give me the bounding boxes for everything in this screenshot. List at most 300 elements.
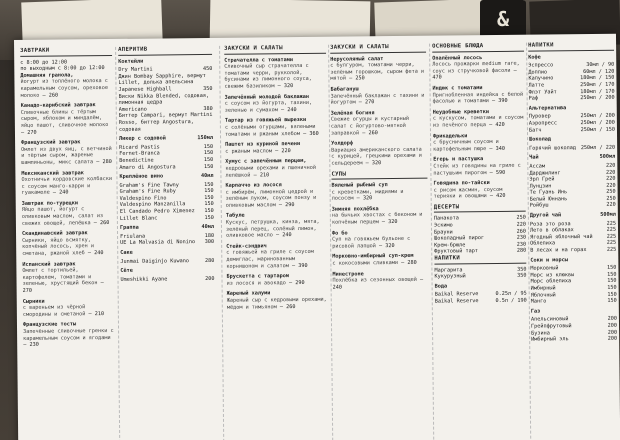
section-heading: ОСНОВНЫЕ БЛЮДА <box>432 43 524 53</box>
menu-item-description: с имбирём, лимонной цедрой и зелёным луком, соусом понзу и оливковым маслом <box>225 188 317 209</box>
menu-item: Страчателла с томатами Сливочный сыр страчателла с томатами черри, рукколой, бусинами из лимонного соуса, свежим базиликом – 320 <box>224 56 326 90</box>
menu-row <box>529 95 615 102</box>
menu-item-price: 320 <box>388 219 398 226</box>
menu-item-name: Морковно-имбирный суп-крем <box>332 253 414 261</box>
subsection-heading <box>528 53 614 60</box>
menu-item: Говядина по-тайски с рисом жасмин, соусом терияки и овощами – 420 <box>433 180 525 201</box>
menu-item-name: Valdespino Manzanilla <box>119 201 186 209</box>
menu-item-price: 225 <box>606 220 616 227</box>
menu-item: Запечённый молодой баклажан с соусом из йогурта, тахини, зеленью и сумахом – 240 <box>225 93 327 114</box>
menu-item-price: 240 <box>332 284 343 291</box>
hours-weekend: по выходным с 8:00 до 12:00 <box>20 65 105 73</box>
menu-item-name: Бабагануш <box>330 86 359 93</box>
menu-item-price: 390 <box>498 97 508 105</box>
subsection-heading <box>120 267 214 275</box>
menu-item-name: Имбирный эль <box>531 336 569 343</box>
menu-item-name: Эскимо <box>433 222 453 229</box>
menu-item-price: 150 <box>204 194 214 201</box>
menu-item-price: 150 <box>204 181 214 188</box>
menu-item-description: с кокосовыми сливками <box>332 260 398 267</box>
section-heading: ЗАВТРАКИ <box>20 47 112 57</box>
subsection-heading <box>530 212 616 219</box>
menu-item-description: Жареный сыр с кедровыми орехами, мёдом и тимьяном <box>226 296 327 311</box>
section-heading: СУПЫ <box>331 170 427 180</box>
menu-item-name: Baikal Reserve <box>434 291 479 299</box>
menu-item-price: 150 <box>204 207 214 215</box>
menu-item-description: Суп на говяжьем бульоне с рисовой лапшой <box>332 236 411 250</box>
menu-item-price: 220 <box>606 169 616 176</box>
menu-item-price: 250 <box>516 215 526 222</box>
menu-item-price: 380 <box>203 105 213 112</box>
subsection-title: Саке <box>120 249 133 256</box>
menu-item-name: Имбирный <box>530 285 556 292</box>
subsection-title: Чай <box>529 154 539 161</box>
menu-item-price: 250мл / 200 <box>580 119 615 127</box>
restaurant-logo: & <box>480 0 526 38</box>
menu-item: Домашняя гранола, йогурт из топлёного молока с карамельным соусом, ореховое молоко – 260 <box>20 72 112 99</box>
menu-item: Опалённый лосось Лосось прожарки medium rare, соус из стручковой фасоли – 470 <box>432 54 524 81</box>
menu-item: Паштет из куриной печени с ржаным маслом – 220 <box>225 141 327 155</box>
menu-item-price: 150 <box>607 284 617 291</box>
menu-item-name: Яблочный <box>530 291 556 299</box>
menu-item-name: Friulana <box>120 233 146 240</box>
breakfast-column <box>20 47 116 440</box>
menu-item: Зелёная богиня Свежие огурцы и кустарный салат с йогуртово-мятной заправкой – 260 <box>331 109 427 136</box>
menu-item-price: 225 <box>606 233 617 240</box>
menu-item-price: 150 <box>607 278 617 285</box>
menu-item-price: 390 <box>298 262 308 269</box>
menu-item-name: Фрикадельки <box>432 132 468 140</box>
starters-column <box>224 45 330 440</box>
menu-item-name: Флэт Уайт <box>528 88 557 96</box>
menu-item-description: с рисом жасмин, соусом терияки и овощами <box>433 186 503 200</box>
menu-item-price: 260 <box>99 219 110 226</box>
menu-item: Сырники с вареньем из чёрной смородины и сметаной – 210 <box>23 298 115 319</box>
menu-item: Вяленый рыбный суп с креветками, мидиями и лососем – 320 <box>332 182 428 203</box>
menu-item-price: 320 <box>371 160 382 167</box>
menu-item-price: 150 <box>204 214 214 221</box>
menu-item-name: Уолдорф <box>331 140 354 147</box>
menu-item-name: Dry Martini <box>118 66 153 74</box>
menu-item-name: Вяленый рыбный суп <box>331 182 388 189</box>
subsection-title: Кофе <box>528 54 541 61</box>
menu-item-price: 250 <box>606 188 616 196</box>
menu-item-price: 250мл / 200 <box>580 94 615 102</box>
menu-item-price: 250мл / 200 <box>580 113 615 120</box>
menu-item-name: Дарджилинг <box>529 169 561 177</box>
menu-item-name: UE La Malvasia di Nonino <box>120 239 196 247</box>
menu-item-name: Роза это роза <box>529 220 571 228</box>
menu-item: Индюк с томатами Пригнобленная индейка с белой фасолью и томатами – 390 <box>432 85 524 105</box>
menu-item: Неудобные креветки с кускусом, томатами и соусом из печёного перца – 420 <box>432 108 524 129</box>
menu-item-price: 340 <box>495 145 506 152</box>
subsection-title: Другой чай <box>529 212 562 219</box>
menu-item-name: Морс из клюквы <box>530 271 575 279</box>
menu-item-name: Испанский завтрак <box>22 260 76 268</box>
menu-item-price: 180 <box>204 232 215 239</box>
subsection-heading <box>529 136 615 143</box>
subsection-title: Ликер с содовой <box>119 135 166 143</box>
menu-item-price: 230 <box>29 341 39 349</box>
menu-item-name: Биттер Campari, вермут Martini Rosso, биттер Angostura, содовая <box>118 112 213 133</box>
menu-item-name: Латте <box>528 82 545 89</box>
subsection-heading <box>120 249 214 257</box>
menu-item-description: с солёными огурцами, вялеными томатами и ржаным хлебом <box>224 123 316 138</box>
menu-item-name: Морковный <box>530 265 559 272</box>
menu-item-name: Французский завтрак <box>21 139 81 147</box>
menu-row <box>119 92 213 106</box>
menu-item-name: Карпаччо из лосося <box>225 182 282 189</box>
subsection-heading <box>531 307 617 314</box>
menu-item-name: Пуровер <box>528 113 551 120</box>
menu-item-name: Облепиха <box>530 240 556 248</box>
section-heading: НАПИТКИ <box>434 255 526 265</box>
menu-item-price: 360 <box>309 130 319 137</box>
menu-item-price: 225 <box>606 240 617 247</box>
menu-item: Уолдорф Вариация американского салата с курицей, грецкими орехами и сельдереем – 320 <box>331 140 427 167</box>
menu-row <box>120 215 214 223</box>
menu-row <box>435 298 527 306</box>
menu-item-price: 150 <box>203 163 214 170</box>
subsection-title: Сёте <box>120 267 133 275</box>
menu-item-name: Те Гуань Инь <box>529 189 568 196</box>
menu-item-price: 290 <box>295 279 305 286</box>
menu-item: Табуле Кускус, петрушка, кинза, мята, зелёный перец, солёный лимон, оливковое масло – 240 <box>226 212 328 239</box>
menu-item-name: Запечённый молодой баклажан <box>224 93 309 101</box>
menu-item-name: Лунцзин <box>529 183 552 190</box>
menu-item-name: Хумус с запечённым перцем, <box>225 158 307 166</box>
menu-item-description: Запечённые сливочные гренки с карамельным соусом и ягодами <box>23 327 114 342</box>
menu-item-description: на бычьих хвостах с беконом и копчёным перцем <box>331 212 423 226</box>
menu-item-price: 290 <box>285 201 295 209</box>
subsection-title: Шоколад <box>529 136 551 143</box>
subsection-heading <box>118 58 212 66</box>
menu-item-name: Брауни <box>434 229 453 236</box>
menu-item: Карпаччо из лосося с имбирём, лимонной цедрой и зелёным луком, соусом понзу и оливковым маслом – 290 <box>226 182 328 209</box>
menu-item-price: 150 <box>203 156 214 163</box>
menu-item-name: Минестроне <box>332 270 364 278</box>
menu-item-name: Аэропресс <box>528 120 558 127</box>
menu-item-price: 250мл / 170 <box>580 81 615 89</box>
menu-item-price: 420 <box>496 193 506 200</box>
menu-item-name: Ассам <box>529 163 546 170</box>
menu-item-price: 240 <box>94 250 104 257</box>
menu-item-name: Стейк-сэндвич <box>226 243 267 250</box>
subsection-title: Креплёное вино <box>119 173 164 180</box>
menu-row <box>530 247 616 254</box>
menu-item-description: Омлет с тортильей, картофелем, томатами и зеленью, хрустящий бекон <box>22 267 98 288</box>
menu-item-name: Нерусоляный салат <box>330 55 384 63</box>
menu-item-name: Паштет из куриной печени <box>225 141 301 148</box>
menu-item-price: 280 <box>516 248 527 255</box>
menu-item-price: 260 <box>368 129 378 136</box>
menu-row <box>531 298 617 305</box>
menu-item-name: Табуле <box>225 213 245 220</box>
menu-item-name: Жареный халуми <box>226 290 271 298</box>
menu-item-price: 270 <box>22 287 33 294</box>
menu-item-price: 260 <box>48 92 59 99</box>
menu-item: Минестроне Похлёбка из сезонных овощей – 240 <box>332 270 428 291</box>
menu-item-name: Сырники <box>22 298 45 305</box>
menu-item-price: 200 <box>607 329 618 336</box>
menu-item-description: с вареньем из чёрной смородины и сметаной <box>22 304 86 318</box>
menu-item-price: 320 <box>385 242 395 249</box>
menu-row <box>120 239 214 247</box>
menu-item-price: 270 <box>27 129 37 136</box>
menu-item-name: Лето в облаках <box>529 227 574 234</box>
menu-item: Фо бо Суп на говяжьем бульоне с рисовой лапшой – 320 <box>332 229 428 250</box>
menu-item-name: Ягодный яблочный чай <box>530 233 593 241</box>
menu-item-description: из лосося и авокадо <box>226 279 286 287</box>
menu-item-name: Americano <box>118 106 147 113</box>
menu-item-price: 250 <box>606 195 616 202</box>
menu-item-name: Маргарита <box>434 266 463 274</box>
mains-column <box>432 43 528 440</box>
menu-row <box>120 276 214 284</box>
menu-item-description: Охотничьи кордовские колбаски с соусом манго-карри и гуакамоле <box>21 176 113 197</box>
menu-item-price: 30мл / 90 <box>586 61 615 69</box>
menu-item-price: 150 <box>607 264 617 272</box>
menu-item-name: Зимняя похлёбка <box>331 206 379 213</box>
subsection-title: Альтернатива <box>528 104 567 112</box>
menu-item-price: 240 <box>59 189 69 196</box>
subsection-heading <box>435 282 527 290</box>
menu-item-price: 300 <box>204 239 215 246</box>
menu-item: Брускетта с тартаром из лосося и авокадо – 290 <box>226 273 328 287</box>
menu-item-name: Baikal Reserve <box>434 298 479 305</box>
menu-row <box>118 73 212 87</box>
column-divider <box>219 46 224 440</box>
menu-item-name: Страчателла с томатами <box>224 56 293 64</box>
menu-item-price: 250мл / 150 <box>580 126 615 133</box>
menu-row <box>530 202 616 209</box>
menu-item-price: 220 <box>606 202 616 209</box>
subsection-title: Граппа <box>119 224 139 232</box>
menu-item-price: 470 <box>432 74 442 81</box>
menu-item-name: Umeshikki Ayane <box>120 276 168 283</box>
subsection-heading <box>529 104 615 111</box>
menu-item-price: 260 <box>516 228 527 235</box>
menu-item-name: El Candado Pedro Ximenez <box>119 208 195 215</box>
menu-item-price: 220 <box>281 147 291 154</box>
menu-item-name: Батч <box>528 127 542 134</box>
subsection-heading <box>530 256 616 263</box>
menu-item-name: Белый Юннань <box>529 196 568 203</box>
menu-item-description: Стейк из говядины на гриле с пастушьим пирогом <box>433 162 521 177</box>
menu-item-price: 350 <box>203 85 213 92</box>
menu-item-description: с брусничным соусом и картофельным пюре <box>433 139 499 153</box>
menu-item: Хумус с запечённым перцем, кедровыми орехами и пшеничной лепёшкой – 210 <box>225 158 327 179</box>
menu-item-price: 150 <box>204 201 214 208</box>
drinks-column <box>528 42 618 440</box>
subsection-volume: 500мл <box>600 211 616 218</box>
menu-item-name: Завтрак по-турецки <box>21 200 78 207</box>
menu-item-description: Похлёбка из сезонных овощей <box>332 277 417 284</box>
menu-item-name: Опалённый лосось <box>432 54 483 62</box>
menu-item-price: 220 <box>606 175 616 182</box>
menu-item-price: 0.5л / 190 <box>495 297 527 304</box>
menu-item-price: 200 <box>607 335 618 342</box>
menu-item-description: Лосось прожарки medium rare, соус из стручковой фасоли <box>432 60 520 75</box>
menu-item: Егерь и пастушка Стейк из говядины на гриле с пастушьим пирогом – 590 <box>433 156 525 177</box>
menu-item-name: Graham's Fine Tawny <box>119 181 179 189</box>
menu-item-name: Панакота <box>433 215 459 223</box>
menu-item-name: Доппио <box>528 69 548 76</box>
menu-item-name: Канадо-карибский завтрак <box>20 102 96 110</box>
subsection-title: Вода <box>434 283 448 290</box>
menu-item-name: Скандинавский завтрак <box>22 230 88 238</box>
subsection-heading <box>529 154 615 161</box>
menu-item-name: Кукурузный <box>434 273 466 280</box>
menu-item-price: 250мл / 220 <box>580 144 616 151</box>
menu-item-price: 280 <box>102 158 112 165</box>
menu-row <box>119 112 213 133</box>
menu-item: Французский завтрак Омлет из двух яиц, с ветчиной и тёртым сыром, жареные шампиньоны, микс салата – 280 <box>21 139 112 166</box>
menu-item-price: 200 <box>205 275 215 282</box>
section-heading: ЗАКУСКИ И САЛАТЫ <box>224 45 326 55</box>
menu-item-name: Виски Nikka Blended, содовая, лимонная цедра <box>118 92 210 107</box>
menu-item: Мексиканский завтрак Охотничьи кордовские колбаски с соусом манго-карри и гуакамоле – 240 <box>21 169 113 197</box>
menu-item-name: Грейпфрутовый <box>530 323 572 330</box>
menu-item-price: 150 <box>607 291 617 298</box>
menu-item-name: Джин Bombay Sapphire, вермут Lillet, долька апельсина <box>118 72 206 87</box>
menu-item-name: Брускетта с тартаром <box>226 273 289 281</box>
menu-item-price: 240 <box>287 106 297 113</box>
menu-item-price: 250 <box>355 75 365 82</box>
menu-item: Бабагануш Запечённый баклажан с тахини и йогуртом – 270 <box>331 86 427 107</box>
menu-item-price: 200 <box>607 316 617 323</box>
menu-item-description: Сливочные блины с тёртым сыром, яблоком и миндалём, яйцо пашот, сливочное молоко <box>20 108 109 129</box>
menu-item-price: 240 <box>282 232 292 239</box>
menu-item-description: Яйцо пашот, йогурт с оливковым маслом, салат из свежих овощей, лепёшка <box>21 206 104 227</box>
menu-item: Скандинавский завтрак Сырники, яйцо всмятку, копчёный лосось, хрен и сметана, ржаной хлеб – 240 <box>22 230 114 257</box>
menu-item-name: Japanese Highball <box>118 86 172 93</box>
menu-item-price: 0.25л / 95 <box>495 291 527 298</box>
menu-item-price: 420 <box>495 121 505 128</box>
menu-item-name: Шоколадный пирог <box>434 235 485 242</box>
menu-item-name: Ройбуш <box>529 202 549 210</box>
menu-item-description: Сливочный сыр страчателла с томатами черри, рукколой, бусинами из лимонного соуса, свежим базиликом <box>224 63 312 90</box>
menu-item-description: Кускус, петрушка, кинза, мята, зелёный перец, солёный лимон, оливковое масло <box>225 218 320 240</box>
menu-item: Завтрак по-турецки Яйцо пашот, йогурт с оливковым маслом, салат из свежих овощей, лепёшка – 260 <box>22 200 114 227</box>
menu-item: Тартар из говяжьей вырезки с солёными огурцами, вялеными томатами и ржаным хлебом – 360 <box>225 117 327 138</box>
menu-item-name: Французские тосты <box>22 321 77 329</box>
subsection-volume: 40мл <box>201 224 215 231</box>
menu-item-name: Фо бо <box>332 230 348 237</box>
menu-item-price: 280 <box>407 259 417 266</box>
menu-item-name: Егерь и пастушка <box>433 156 484 163</box>
menu-item-description: Вариация американского салата с курицей, грецкими орехами и сельдереем <box>331 146 422 167</box>
menu-item-name: Апельсиновый <box>530 316 569 323</box>
menu-item-name: Горячий шоколад <box>529 144 577 152</box>
menu-item-name: Lillet Blanc <box>119 215 158 222</box>
menu-item-name: Fernet-Branca <box>119 150 160 158</box>
subsection-heading <box>120 224 214 232</box>
menu-item-description: Сырники, яйцо всмятку, копчёный лосось, хрен и сметана, ржаной хлеб <box>22 237 95 257</box>
menu-item-description: с соусом из йогурта, тахини, зеленью и сумахом <box>224 100 313 114</box>
subsection-volume: 150мл <box>197 135 214 142</box>
menu-item-price: 220 <box>605 162 616 169</box>
menu-item-price: 60мл / 120 <box>583 68 615 75</box>
menu-item-price: 210 <box>94 310 105 317</box>
menu-item-price: 220 <box>516 221 526 228</box>
menu-item: Жареный халуми Жареный сыр с кедровыми орехами, мёдом и тимьяном – 260 <box>226 290 327 311</box>
menu-item-price: 350 <box>517 272 527 279</box>
menu-row <box>531 336 617 343</box>
menu-item-name: Valdespino Fino <box>119 195 167 202</box>
subsection-heading <box>119 173 213 181</box>
menu-item-name: Мексиканский завтрак <box>21 169 84 177</box>
menu-item-price: 590 <box>495 169 506 176</box>
menu-item-name: Ricard Pastis <box>119 144 160 151</box>
menu-item-price: 270 <box>365 99 375 106</box>
menu-item-price: 280 <box>204 257 215 264</box>
menu-item-price: 350 <box>517 266 527 273</box>
section-heading: ДЕСЕРТЫ <box>434 204 526 214</box>
menu-item-price: 450 <box>202 66 213 73</box>
menu-item: Канадо-карибский завтрак Сливочные блины с тёртым сыром, яблоком и миндалём, яйцо пашот, сливочное молоко – 270 <box>21 102 113 136</box>
menu-item-description: Пригнобленная индейка с белой фасолью и томатами <box>432 91 524 105</box>
menu-item-price: 230 <box>516 234 527 241</box>
menu-row <box>529 144 615 151</box>
menu-item-name: Эрл Грей <box>529 176 555 183</box>
menu-item-name: Эспрессо <box>528 62 554 69</box>
menu-item-name: Benedictine <box>119 157 154 164</box>
menu-item-description: Омлет из двух яиц, с ветчиной и тёртым сыром, жареные шампиньоны, микс салата <box>21 145 112 166</box>
menu-item: Испанский завтрак Омлет с тортильей, картофелем, томатами и зеленью, хрустящий бекон – 270 <box>22 261 114 295</box>
menu-item-name: Домашняя гранола, <box>20 72 74 79</box>
menu-item: Стейк-сэндвич с говяжьей на гриле с соусом демиглас, маринованным корнишоном и салатом – 390 <box>226 243 328 270</box>
menu-row <box>434 273 526 281</box>
menu-item-price: 225 <box>606 226 617 234</box>
menu-sheet <box>14 34 620 440</box>
menu-item-price: 180мл / 170 <box>580 88 615 95</box>
section-heading: НАПИТКИ <box>528 42 614 51</box>
section-heading: АПЕРИТИВ <box>118 46 212 56</box>
menu-item: Нерусоляный салат с булгуром, томатами черри, зелёным горошком, сыром фета и мятой – 250 <box>330 55 426 82</box>
menu-item-price: 225 <box>606 246 617 253</box>
menu-item-name: Тартар из говяжьей вырезки <box>224 117 307 125</box>
menu-item-name: Индюк с томатами <box>432 85 483 92</box>
menu-item-name: Бузина <box>531 329 550 337</box>
menu-item-price: 230 <box>516 241 527 248</box>
menu-row <box>119 163 213 171</box>
menu-item: Зимняя похлёбка на бычьих хвостах с беконом и копчёным перцем – 320 <box>332 206 428 227</box>
menu-item-name: Капучино <box>528 75 554 82</box>
menu-item-description: Свежие огурцы и кустарный салат с йогуртово-мятной заправкой <box>330 116 409 137</box>
menu-item-price: 150 <box>607 297 617 304</box>
menu-item-price: 150 <box>203 143 214 150</box>
menu-item-name: Раф <box>528 95 539 102</box>
menu-item-description: кедровыми орехами и пшеничной лепёшкой <box>225 164 316 179</box>
menu-item-price: 220 <box>606 182 616 189</box>
menu-item-price: 210 <box>259 171 270 178</box>
menu-item-name: Морс облепиха <box>530 278 572 286</box>
menu-item-price: 180мл / 150 <box>580 75 615 82</box>
menu-item-description: Запечённый баклажан с тахини и йогуртом <box>330 92 425 106</box>
menu-row <box>529 126 615 133</box>
menu-item-description: йогурт из топлёного молока с карамельным соусом, ореховое молоко <box>20 78 108 99</box>
menu-item-name: Крем-брюле <box>434 242 466 249</box>
salads-soups-column <box>330 44 430 440</box>
menu-item-price: 200 <box>607 322 618 329</box>
menu-item-name: Amaro di Angostura <box>119 163 176 171</box>
menu-item-description: с булгуром, томатами черри, зелёным горошком, сыром фета и мятой <box>330 61 425 83</box>
menu-row <box>120 258 214 266</box>
subsection-title: Соки и морсы <box>530 256 568 264</box>
menu-item-price: 150 <box>203 150 214 157</box>
subsection-volume: 500мл <box>599 154 616 161</box>
